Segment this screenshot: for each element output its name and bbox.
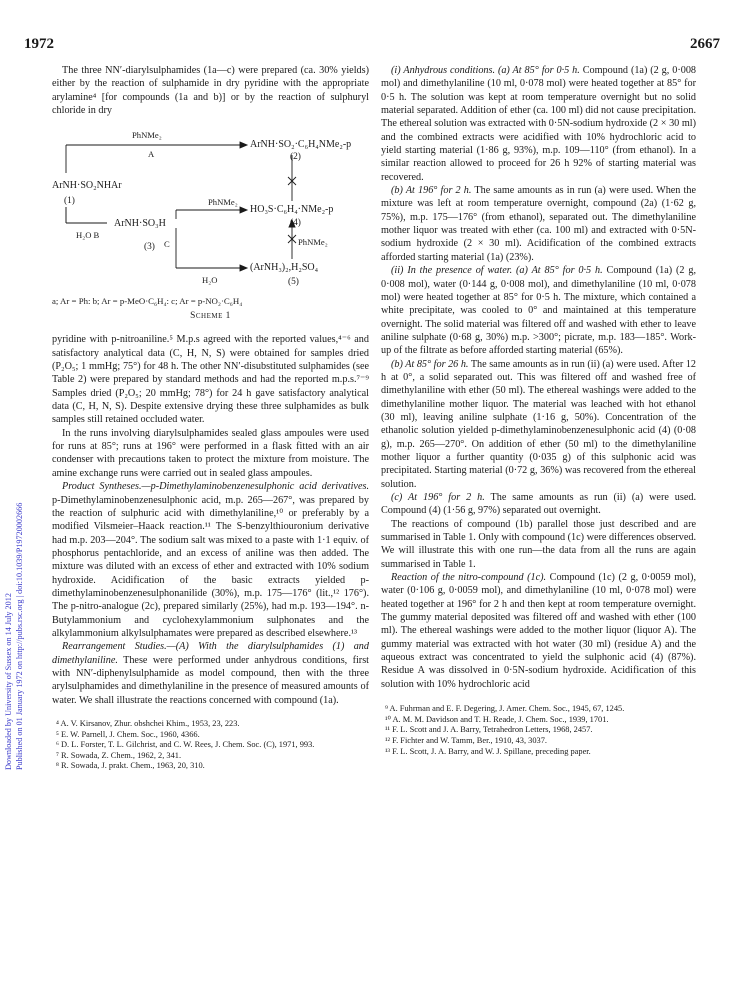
experiment-paragraph (381, 358, 696, 491)
experiment-paragraph (381, 64, 696, 184)
footnote: ¹¹ F. L. Scott and J. A. Barry, Tetrahedron Letters, 1968, 2457. (385, 725, 593, 735)
starting-material-formula: ArNH·SO₂NHAr (52, 180, 122, 192)
footnote: ¹³ F. L. Scott, J. A. Barry, and W. J. Spillane, preceding paper. (385, 746, 591, 756)
section-body: These were performed under anhydrous conditions, first with NN′-diphenylsulphamide as model compound, then with the three arylsulphamides and dimethylaniline in the presence of measured amounts of water. We shall illustrate the reactions concerned with compound (1a). (52, 654, 369, 706)
section-paragraph (52, 480, 369, 640)
product-4-formula: HO₃S·C₆H₄·NMe₂-p (250, 204, 334, 216)
intro-paragraph: The three NN′-diarylsulphamides (1a—c) were prepared (ca. 30% yields) either by the reaction of sulphamide in dry pyridine with the appropriate arylamine⁴ [for compounds (1a and b)] or by the reaction of sulphuryl chloride in dry (52, 65, 369, 117)
reagent-a-label: PhNMe₂ (132, 130, 162, 141)
run-body: Compound (1a) (2 g, 0·008 mol), water (0·144 g, 0·008 mol), and dimethylaniline (10 ml, 0·078 mol) were heated together at 85° for 0·5 h. The mixture, which contained a white precipitate, was cooled to 0° and maintained at this temperature overnight. The solid material was filtered off and washed with ether to leave aniline sulphate (0·68 g, 30%) m.p. >300°; picrate, m.p. 183—185°. Work-up of the filtrate as before afforded starting material (65%). (381, 265, 696, 357)
water-5-label: H₂O (202, 275, 218, 286)
run-body: The same amounts as in run (a) were used. When the mixture was left at room temperature overnight, compound (2a) (1·62 g, 75%), m.p. 175—176° (from ethanol), separated out. The dimethylaniline mother liquor was treated with ether (ca. 100 ml) and extracted with 0·5N-sodium hydroxide (2 × 30 ml). Acidification of the combined extracts afforded starting material (1a) (23%). (381, 185, 696, 263)
section-heading: Rearrangement Studies.—(A) With the diarylsulphamides (1) and dimethylaniline. (52, 641, 369, 666)
body-paragraph: The reactions of compound (1b) parallel those just described and are summarised in Table 1. Only with compound (1c) were differences observed. We will illustrate this with one run—the data from all the runs are again summarised in Table 1. (381, 518, 696, 570)
footnote: ⁸ R. Sowada, J. prakt. Chem., 1963, 20, 310. (56, 761, 205, 771)
footnote: ⁷ R. Sowada, Z. Chem., 1962, 2, 341. (56, 750, 182, 760)
scheme-caption: a; Ar = Ph: b; Ar = p-MeO·C₆H₄: c; Ar = p-NO₂·C₆H₄ (52, 296, 243, 307)
run-heading: (b) At 196° for 2 h. (391, 185, 472, 197)
reaction-scheme (52, 123, 369, 329)
intermediate-3-number: (3) (144, 242, 155, 253)
run-body: Compound (1c) (2 g, 0·0059 mol), water (0·106 g, 0·0059 mol), and dimethylaniline (10 ml, 0·078 mol) were heated together at 196° for 2 h and then kept at room temperature overnight. The gummy material deposited was filtered off and washed with ether (100 ml). The ethereal washings were added to the mother liquor (liquor A). The gummy material was extracted with hot water (30 ml) (residue A) and the aqueous extract was concentrated to yield the sulphonic acid (4) (87%). Residue A was dissolved in 0·5N-sodium hydroxide. Acidification of this solution with 10% hydrochloric acid (381, 572, 696, 690)
experiment-paragraph (381, 264, 696, 357)
footnotes-left (52, 719, 369, 772)
page-number: 2667 (690, 36, 720, 52)
body-paragraph: In the runs involving diarylsulphamides sealed glass ampoules were used for runs at 85°; runs at 196° were performed in a flask fitted with an air condenser with precautions taken to protect the mixture from moisture. The amine exchange runs were carried out in sealed glass ampoules. (52, 427, 369, 479)
product-5-number: (5) (288, 277, 299, 288)
footnote: ¹² F. Fichter and W. Tamm, Ber., 1910, 43, 3037. (385, 735, 548, 745)
run-heading: (i) Anhydrous conditions. (a) At 85° for 0·5 h. (391, 65, 580, 76)
section-body: p-Dimethylaminobenzenesulphonic acid, m.p. 265—267°, was prepared by the reaction of sulphuric acid with dimethylaniline,¹⁰ or preferably by a modified Vilsmeier–Haack reaction.¹¹ The S-benzylthiouronium derivative had m.p. 203—204°. The sodium salt was mixed to a paste with 1·1 equiv. of phosphorus pentachloride, and an excess of aniline was then added. The mixture was diluted with an excess of ether and extracted with 10% sodium hydroxide. Acidification of the basic extracts yielded p-dimethylaminobenzenesulphonanilide (30%), m.p. 175—176° (lit.,¹² 176°). The p-nitro-analogue (2c), prepared similarly (25%), had m.p. 193—194°. n-Butylammonium and cyclohexylammonium sulphonates and the alkylammonium alkylsulphamates were prepared as described elsewhere.¹³ (52, 494, 369, 639)
product-2-formula: ArNH·SO₂·C₆H₄NMe₂-p (250, 139, 352, 151)
section-paragraph (52, 640, 369, 707)
right-column (381, 64, 696, 757)
run-body: The same amounts as run (ii) (a) were used. Compound (4) (1·56 g, 97%) separated out overnight. (381, 492, 696, 517)
reagent-c2-label: PhNMe₂ (298, 237, 328, 248)
footnotes-right (381, 704, 696, 757)
pathway-c-label: C (164, 239, 170, 250)
experiment-paragraph (381, 491, 696, 518)
footnote: ⁹ A. Fuhrman and E. F. Degering, J. Amer. Chem. Soc., 1945, 67, 1245. (385, 704, 625, 714)
run-heading: (c) At 196° for 2 h. (391, 492, 485, 503)
scheme-title: Scheme 1 (190, 311, 231, 322)
footnote: ⁵ E. W. Parnell, J. Chem. Soc., 1960, 4366. (56, 729, 200, 739)
experiment-paragraph (381, 571, 696, 691)
experiment-paragraph (381, 184, 696, 264)
left-column (52, 64, 369, 772)
footnote: ¹⁰ A. M. M. Davidson and T. H. Reade, J. Chem. Soc., 1939, 1701. (385, 714, 609, 724)
download-notice-text[interactable]: Downloaded by University of Sussex on 14 July 2012 (4, 593, 13, 770)
doi-notice-link[interactable]: Published on 01 January 1972 on http://pubs.rsc.org | doi:10.1039/P19720002666 (15, 502, 24, 770)
pathway-a-label: A (148, 149, 155, 160)
journal-year: 1972 (24, 36, 54, 52)
reagent-c-label: PhNMe₂ (208, 197, 238, 208)
section-heading: Product Syntheses.—p-Dimethylaminobenzenesulphonic acid derivatives. (62, 481, 369, 493)
starting-material-number: (1) (64, 196, 75, 207)
product-5-formula: (ArNH₃)₂,H₂SO₄ (250, 262, 319, 274)
footnote: ⁴ A. V. Kirsanov, Zhur. obshchei Khim., 1953, 23, 223. (56, 719, 240, 728)
intermediate-3-formula: ArNH·SO₃H (114, 218, 166, 230)
footnote: ⁶ D. L. Forster, T. L. Gilchrist, and C. W. Rees, J. Chem. Soc. (C), 1971, 993. (56, 740, 315, 750)
run-heading: (b) At 85° for 26 h. (391, 358, 469, 370)
run-heading: (ii) In the presence of water. (a) At 85° for 0·5 h. (391, 265, 603, 277)
run-body: The same amounts as in run (ii) (a) were used. After 12 h at 0°, a solid separated out. This was filtered off and washed free of dimethylaniline with ether (50 ml). The ethereal washings were added to the dimethylaniline mother liquor. The material was leached with hot ethanol (30 ml), leaving aniline sulphate (1·16 g, 50%). Concentration of the ethanolic solution yielded p-dimethylaminobenzenesulphonic acid (4) (0·08 g), m.p. 265—270°. On addition of ether (50 ml) to the dimethylaniline mother liquor a further quantity (0·035 g) of this sulphonic acid was precipitated. Starting material (0·72 g, 36%) was recovered from the ethereal solution. (381, 358, 697, 490)
run-body: Compound (1a) (2 g, 0·008 mol) and dimethylaniline (10 ml, 0·078 mol) were heated together at 85° for 0·5 h. The solution was kept at room temperature overnight but no solid material separated. Addition of ether (ca. 100 ml) did not cause precipitation. The ethereal solution was extracted with 0·5N-sodium hydroxide (2 × 30 ml) and the combined extracts were acidified with 10% hydrochloric acid to yield starting material (1·86 g, 93%), m.p. 109—110° (from ethanol). In a similar reaction allowed to proceed for 26 h 92% of starting material was recovered. (381, 65, 697, 183)
product-2-number: (2) (290, 152, 301, 163)
run-heading: Reaction of the nitro-compound (1c). (391, 572, 547, 584)
product-4-number: (4) (290, 218, 301, 229)
water-b-label: H₂O B (76, 230, 100, 241)
body-paragraph: pyridine with p-nitroaniline.⁵ M.p.s agreed with the reported values,⁴⁻⁶ and satisfactory analytical data (C, H, N, S) were obtained for samples dried (P₂O₅; 1 mmHg; 75°) for 48 h. The other NN′-disubstituted sulphamides (see Table 2) were prepared by standard methods and had the reported m.p.s.⁷⁻⁹ Samples dried (P₂O₅; 20 mmHg; 78°) for 24 h gave satisfactory analytical data (C, H, N, S). Despite extensive drying these three sulphamides as bulk samples still retained occluded water. (52, 334, 369, 426)
